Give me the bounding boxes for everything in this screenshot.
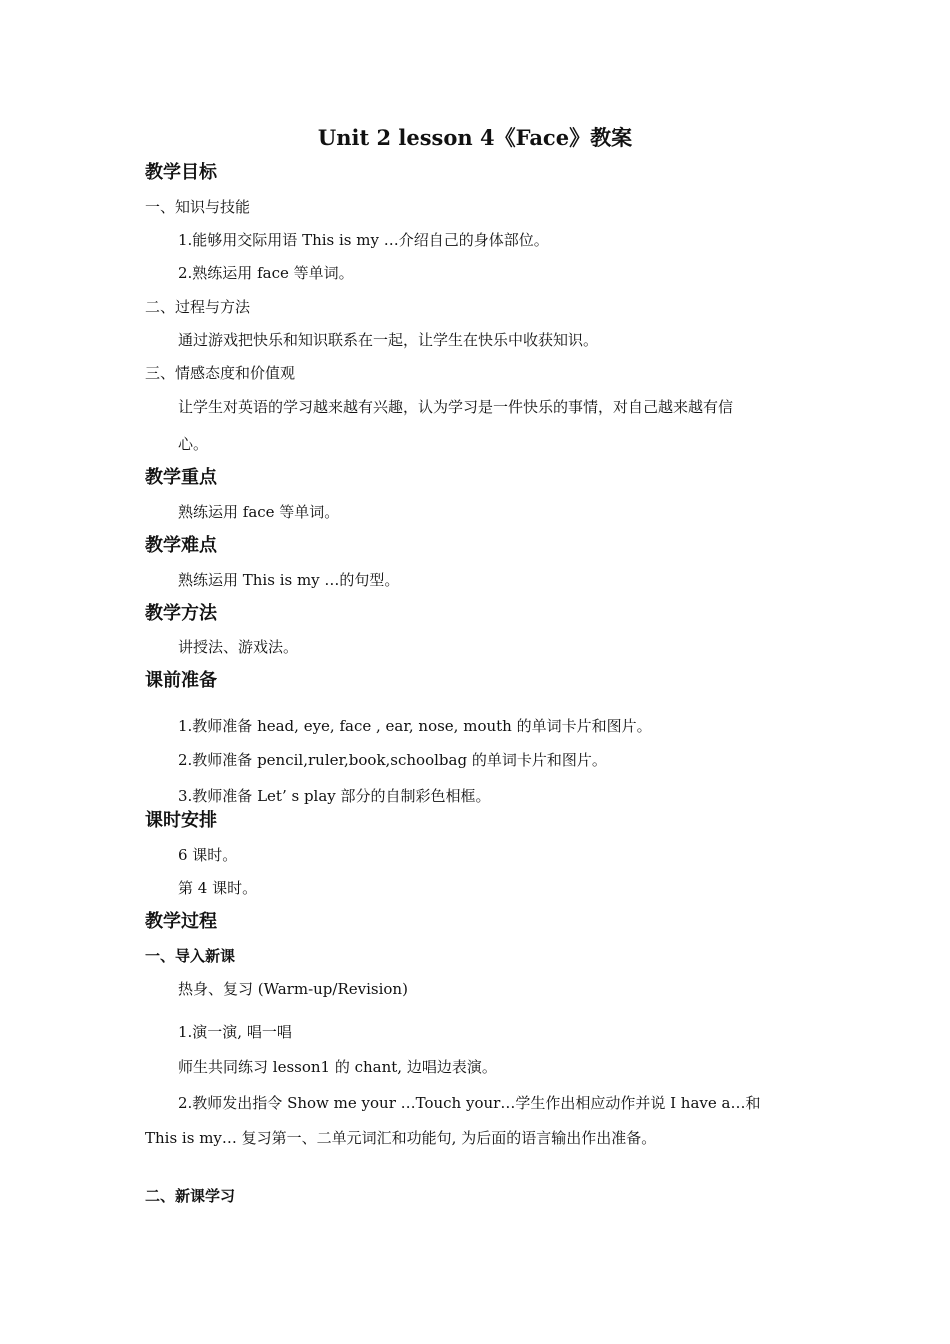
difficulties-text: 熟练运用 This is my …的句型。	[178, 571, 400, 589]
schedule-item: 6 课时。	[178, 846, 238, 864]
objectives-text: 让学生对英语的学习越来越有兴趣，认为学习是一件快乐的事情，对自己越来越有信	[178, 398, 734, 416]
process-warmup: 热身、复习 (Warm-up/Revision)	[178, 980, 408, 998]
preparation-item: 2.教师准备 pencil,ruler,book,schoolbag 的单词卡片和图片。	[178, 751, 607, 769]
methods-heading: 教学方法	[145, 603, 217, 624]
key-points-text: 熟练运用 face 等单词。	[178, 503, 340, 521]
process-step-2: 2.教师发出指令 Show me your …Touch your…学生作出相应动作并说 I have a…和	[178, 1094, 761, 1112]
preparation-heading: 课前准备	[145, 670, 217, 691]
objectives-item: 1.能够用交际用语 This is my …介绍自己的身体部位。	[178, 231, 549, 249]
methods-text: 讲授法、游戏法。	[178, 638, 299, 656]
schedule-heading: 课时安排	[145, 810, 217, 831]
process-step-1: 1.演一演, 唱一唱	[178, 1023, 292, 1041]
process-heading: 教学过程	[145, 911, 217, 932]
process-step-1-text: 师生共同练习 lesson1 的 chant, 边唱边表演。	[178, 1058, 497, 1076]
page-title: Unit 2 lesson 4《Face》教案	[317, 125, 633, 150]
preparation-item: 3.教师准备 Let’ s play 部分的自制彩色相框。	[178, 787, 491, 805]
process-step-2-cont: This is my… 复习第一、二单元词汇和功能句, 为后面的语言输出作出准备。	[145, 1129, 657, 1147]
process-part-1: 一、导入新课	[145, 947, 236, 965]
objectives-heading: 教学目标	[145, 162, 217, 183]
objectives-section-1: 一、知识与技能	[145, 198, 251, 216]
objectives-text: 心。	[178, 435, 209, 453]
objectives-text: 通过游戏把快乐和知识联系在一起，让学生在快乐中收获知识。	[178, 331, 599, 349]
objectives-section-2: 二、过程与方法	[145, 298, 251, 316]
preparation-item: 1.教师准备 head, eye, face , ear, nose, mouth 的单词卡片和图片。	[178, 717, 652, 735]
objectives-item: 2.熟练运用 face 等单词。	[178, 264, 354, 282]
key-points-heading: 教学重点	[145, 467, 217, 488]
schedule-item: 第 4 课时。	[178, 879, 258, 897]
difficulties-heading: 教学难点	[145, 535, 217, 556]
process-part-2: 二、新课学习	[145, 1187, 236, 1205]
objectives-section-3: 三、情感态度和价值观	[145, 364, 296, 382]
